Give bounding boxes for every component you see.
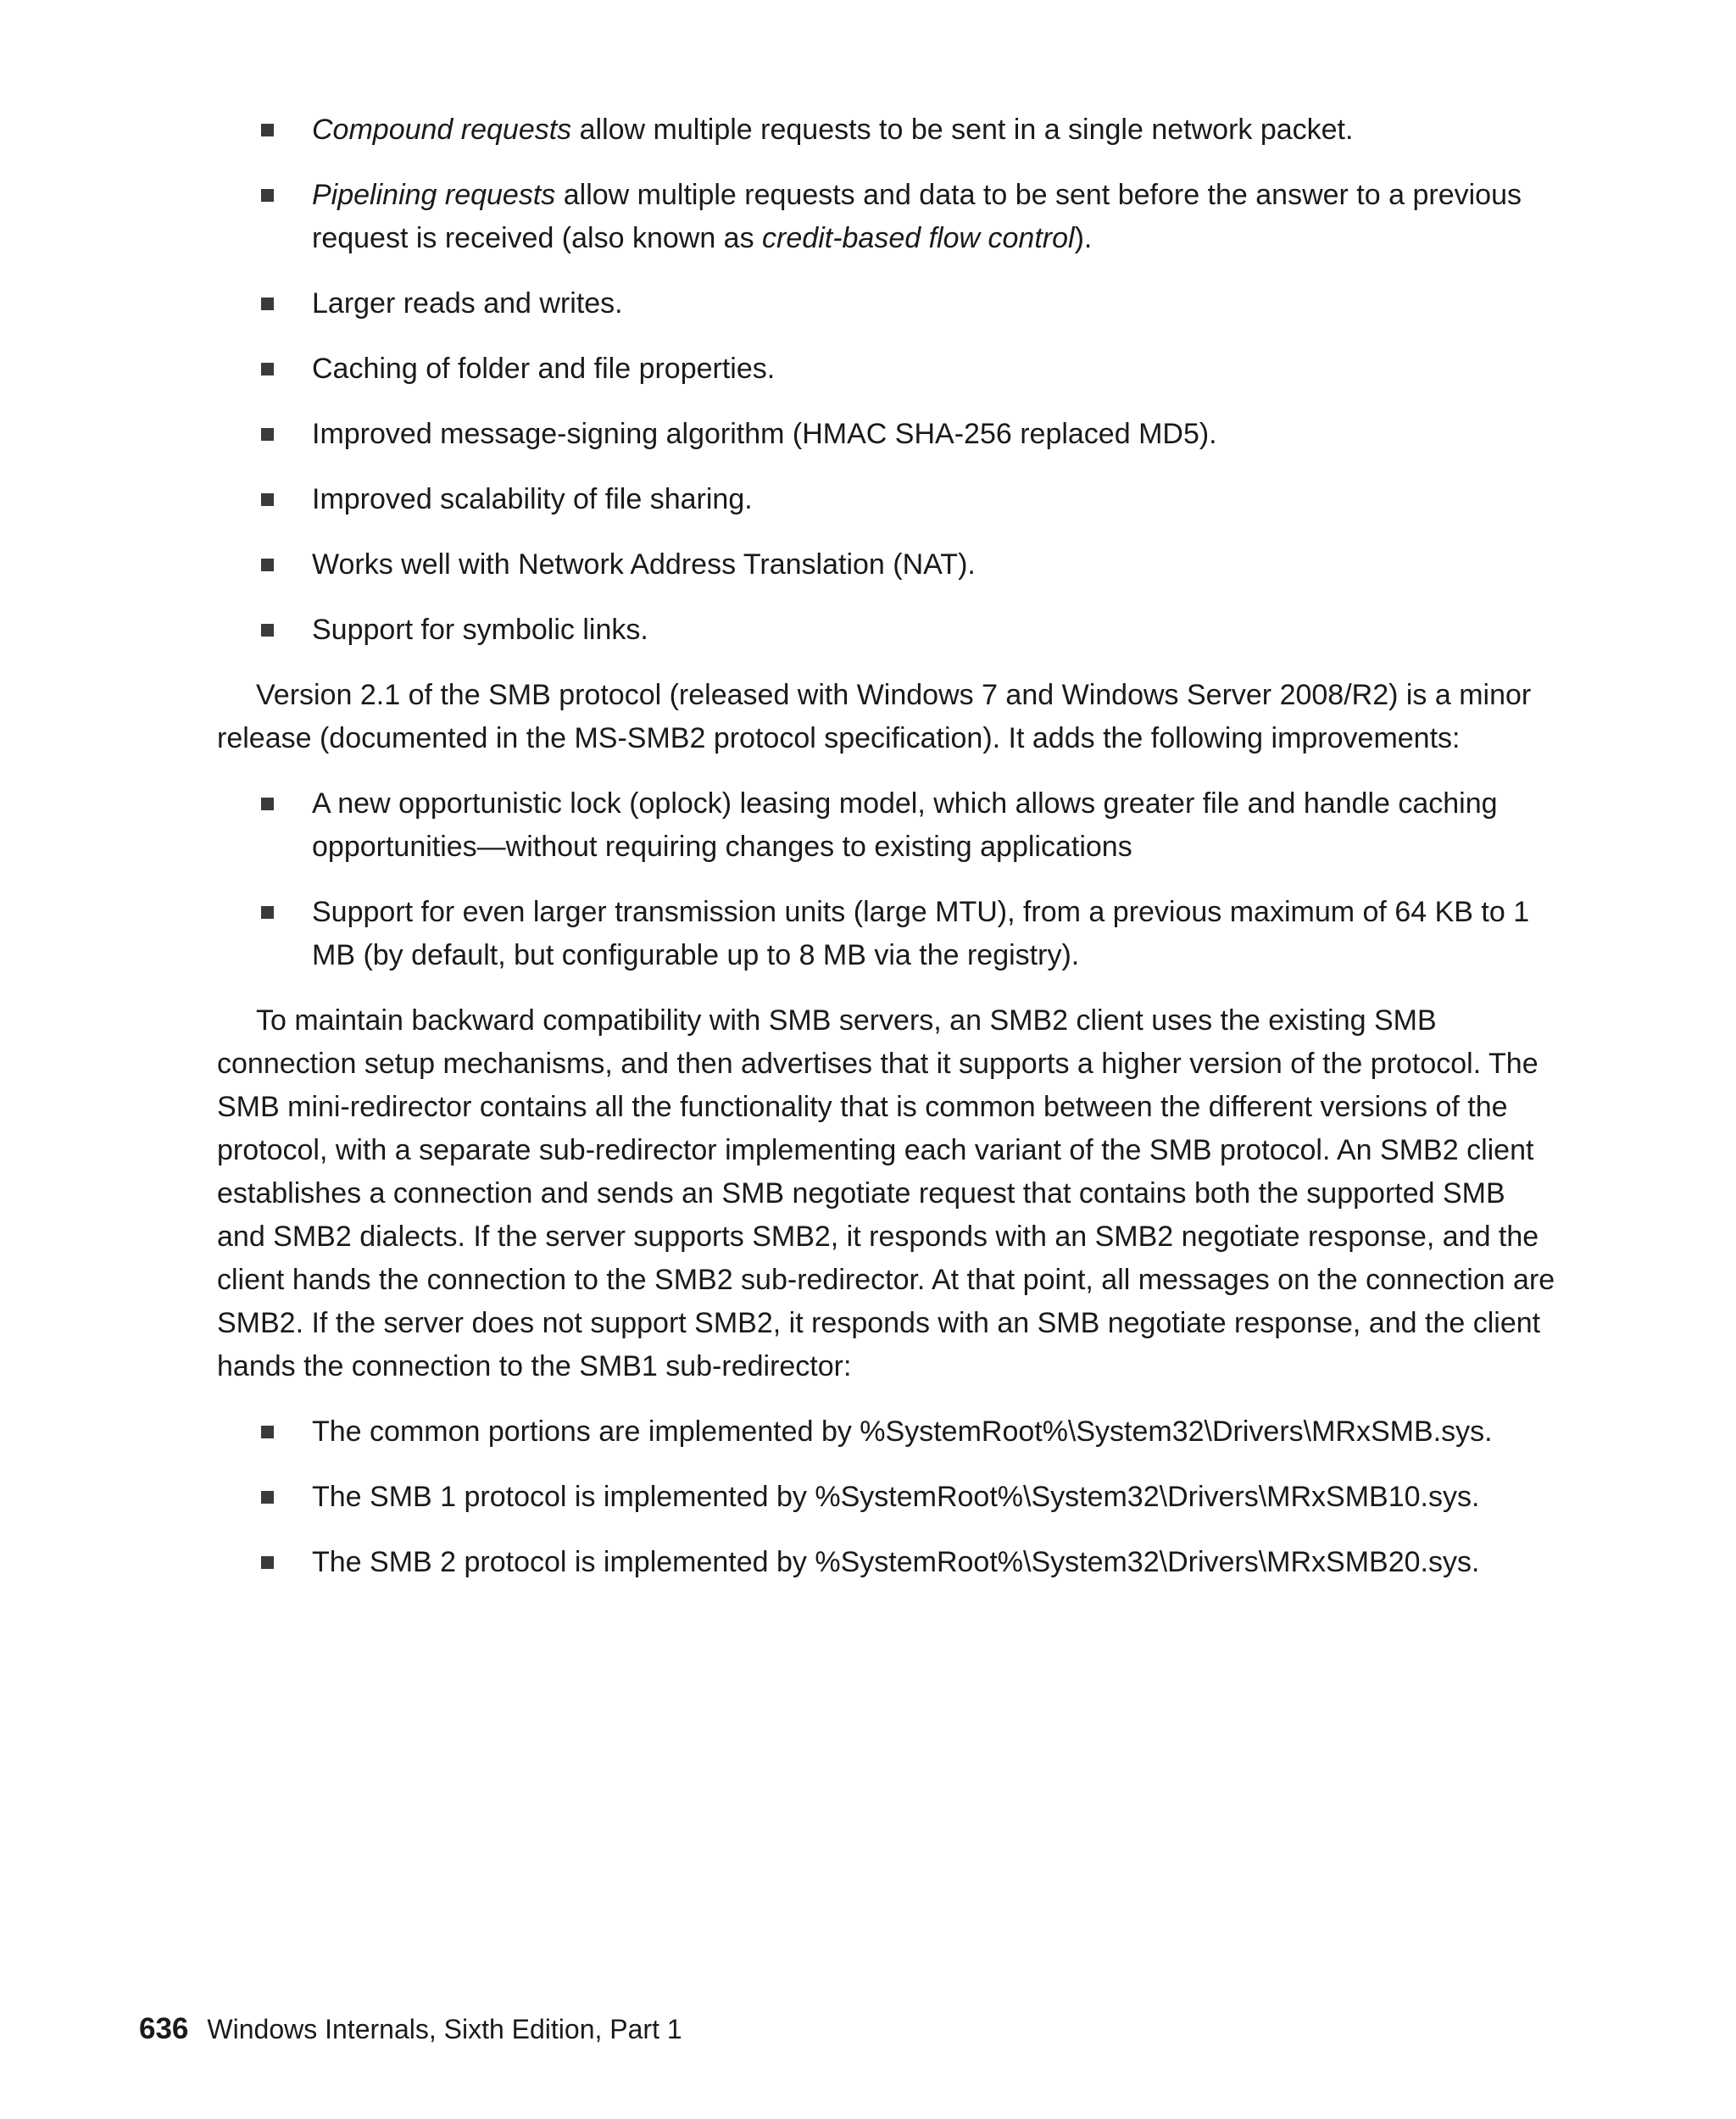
list-item-text: A new opportunistic lock (oplock) leasing model, which allows greater file and handle caching opportunities—without requiring changes to existing applications (312, 787, 1498, 863)
term-italic: credit-based flow control (762, 222, 1075, 254)
list-item (217, 108, 1556, 152)
square-bullet-icon (261, 1491, 274, 1504)
square-bullet-icon (261, 906, 274, 919)
square-bullet-icon (261, 124, 274, 136)
term-italic: Pipelining requests (312, 179, 556, 211)
feature-list-smb21 (217, 782, 1556, 977)
list-item-text: Improved scalability of file sharing. (312, 483, 753, 515)
list-item (217, 413, 1556, 456)
list-item-text: Support for even larger transmission units (large MTU), from a previous maximum of 64 KB to 1 MB (by default, but configurable up to 8 MB via the registry). (312, 896, 1530, 971)
list-item (217, 609, 1556, 652)
list-item-text: The common portions are implemented by %SystemRoot%\System32\Drivers\MRxSMB.sys. (312, 1415, 1493, 1448)
paragraph-backward-compatibility: To maintain backward compatibility with SMB servers, an SMB2 client uses the existing SMB connection setup mechanisms, and then advertises that it supports a higher version of the protocol. The SMB mini-redirector contains all the functionality that is common between the different versions of the protocol, with a separate sub-redirector implementing each variant of the SMB protocol. An SMB2 client establishes a connection and sends an SMB negotiate request that contains both the supported SMB and SMB2 dialects. If the server supports SMB2, it responds with an SMB2 negotiate response, and the client hands the connection to the SMB2 sub-redirector. At that point, all messages on the connection are SMB2. If the server does not support SMB2, it responds with an SMB negotiate response, and the client hands the connection to the SMB1 sub-redirector: (217, 1004, 1555, 1382)
square-bullet-icon (261, 559, 274, 571)
square-bullet-icon (261, 624, 274, 637)
square-bullet-icon (261, 189, 274, 202)
list-item (217, 478, 1556, 521)
square-bullet-icon (261, 428, 274, 441)
list-item-text: The SMB 1 protocol is implemented by %SystemRoot%\System32\Drivers\MRxSMB10.sys. (312, 1481, 1480, 1513)
list-item-text: Larger reads and writes. (312, 287, 623, 320)
list-item-text: ). (1074, 222, 1093, 254)
list-item-text: Caching of folder and file properties. (312, 353, 776, 385)
list-item (217, 348, 1556, 391)
page-number: 636 (139, 2012, 189, 2045)
page-footer (139, 2011, 682, 2048)
square-bullet-icon (261, 1426, 274, 1438)
list-item-text: Support for symbolic links. (312, 614, 648, 646)
paragraph-smb21-intro: Version 2.1 of the SMB protocol (released with Windows 7 and Windows Server 2008/R2) is a minor release (documented in the MS-SMB2 protocol specification). It adds the following improvements: (217, 679, 1532, 754)
page-body (217, 108, 1556, 1606)
list-item (217, 1410, 1556, 1454)
book-title: Windows Internals, Sixth Edition, Part 1 (207, 2014, 682, 2044)
list-item (217, 1476, 1556, 1519)
list-item (217, 782, 1556, 869)
square-bullet-icon (261, 298, 274, 310)
list-item-text: The SMB 2 protocol is implemented by %SystemRoot%\System32\Drivers\MRxSMB20.sys. (312, 1546, 1480, 1578)
square-bullet-icon (261, 363, 274, 375)
list-item-text: Works well with Network Address Translation (NAT). (312, 548, 976, 581)
driver-file-list (217, 1410, 1556, 1584)
list-item-text: allow multiple requests to be sent in a single network packet. (571, 114, 1354, 146)
feature-list-smb2 (217, 108, 1556, 652)
list-item (217, 1541, 1556, 1584)
list-item-text: Improved message-signing algorithm (HMAC SHA-256 replaced MD5). (312, 418, 1217, 450)
list-item (217, 891, 1556, 977)
square-bullet-icon (261, 798, 274, 810)
list-item (217, 282, 1556, 325)
list-item (217, 174, 1556, 260)
square-bullet-icon (261, 493, 274, 506)
square-bullet-icon (261, 1556, 274, 1569)
list-item-text: allow multiple requests and data to be sent before the answer to a previous request is received (also known as (312, 179, 1522, 254)
term-italic: Compound requests (312, 114, 572, 146)
list-item (217, 543, 1556, 587)
